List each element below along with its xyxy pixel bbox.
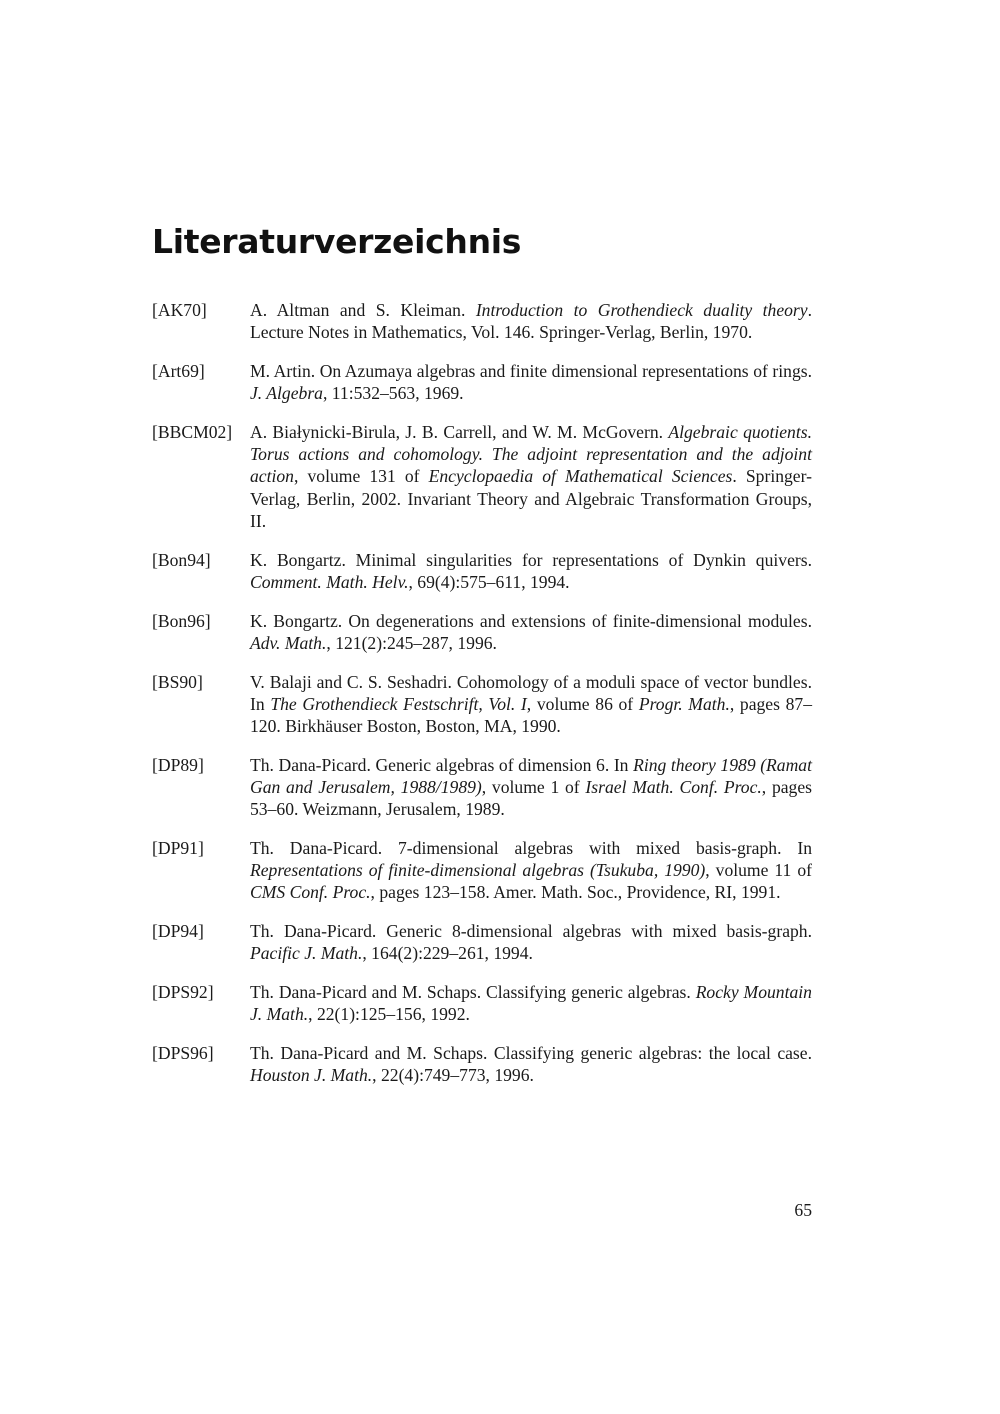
reference-title-italic: Houston J. Math. <box>250 1065 373 1086</box>
reference-text-segment: K. Bongartz. On degenerations and extensions of finite-dimensional modules. <box>250 610 812 631</box>
reference-entry <box>152 754 812 821</box>
reference-text-segment: , 69(4):575–611, 1994. <box>408 571 570 592</box>
reference-text <box>250 837 812 904</box>
reference-text-segment: , 22(4):749–773, 1996. <box>372 1065 534 1086</box>
reference-text <box>250 421 812 532</box>
reference-text <box>250 549 812 593</box>
bibliography-list <box>152 299 812 1103</box>
reference-text-segment: , pages 87–120. Birkhäuser Boston, Boston, MA, 1990. <box>250 693 812 737</box>
reference-entry <box>152 549 812 593</box>
reference-key: [DP89] <box>152 754 204 775</box>
reference-text-segment: , pages 53–60. Weizmann, Jerusalem, 1989. <box>250 777 813 820</box>
reference-key: [Bon96] <box>152 610 211 631</box>
reference-entry <box>152 1042 812 1086</box>
reference-text-segment: , pages 123–158. Amer. Math. Soc., Providence, RI, 1991. <box>370 882 781 903</box>
reference-text-segment: A. Altman and S. Kleiman. <box>250 300 476 320</box>
reference-text-segment: K. Bongartz. Minimal singularities for representations of Dynkin quivers. <box>250 549 812 570</box>
reference-text-segment: Th. Dana-Picard and M. Schaps. Classifying generic algebras: the local case. <box>250 1043 812 1064</box>
reference-title-italic: Encyclopaedia of Mathematical Sciences <box>428 466 733 487</box>
page-title: Literaturverzeichnis <box>152 222 522 261</box>
reference-key: [Art69] <box>152 361 205 381</box>
reference-title-italic: Rocky Mountain J. Math. <box>250 982 812 1025</box>
reference-key: [Bon94] <box>152 549 211 570</box>
reference-title-italic: Adv. Math. <box>250 632 327 653</box>
reference-text-segment: Th. Dana-Picard. 7-dimensional algebras with mixed basis-graph. In <box>250 838 812 859</box>
reference-text <box>250 981 812 1025</box>
reference-key: [DP94] <box>152 921 204 942</box>
reference-text-segment: Th. Dana-Picard. Generic algebras of dimension 6. In <box>250 754 634 775</box>
reference-entry <box>152 610 812 654</box>
reference-title-italic: CMS Conf. Proc. <box>250 882 371 903</box>
reference-entry <box>152 360 812 404</box>
reference-text-segment: , volume 86 of <box>526 693 639 714</box>
reference-title-italic: Ring theory 1989 (Ramat Gan and Jerusalem, 1988/1989) <box>250 754 812 798</box>
reference-entry <box>152 920 812 964</box>
reference-key: [DP91] <box>152 838 204 859</box>
reference-key: [DPS96] <box>152 1043 214 1064</box>
reference-text-segment: , 11:532–563, 1969. <box>322 383 464 404</box>
reference-title-italic: Pacific J. Math. <box>250 943 363 964</box>
reference-text-segment: Th. Dana-Picard. Generic 8-dimensional algebras with mixed basis-graph. <box>250 921 812 942</box>
reference-text <box>250 920 812 964</box>
reference-text-segment: V. Balaji and C. S. Seshadri. Cohomology of a moduli space of vector bundles. In <box>250 671 812 714</box>
reference-key: [BS90] <box>152 671 203 692</box>
reference-title-italic: Progr. Math. <box>638 693 730 714</box>
reference-title-italic: Algebraic quotients. Torus actions and cohomology. The adjoint representation and the adjoint action <box>250 422 812 487</box>
reference-text-segment: Th. Dana-Picard and M. Schaps. Classifying generic algebras. <box>250 982 696 1003</box>
reference-text-segment: . Lecture Notes in Mathematics, Vol. 146. Springer-Verlag, Berlin, 1970. <box>250 300 812 343</box>
reference-text <box>250 360 812 404</box>
reference-text-segment: , 164(2):229–261, 1994. <box>362 943 533 964</box>
page-number: 65 <box>794 1200 812 1220</box>
reference-text-segment: , volume 11 of <box>705 860 812 881</box>
reference-key: [AK70] <box>152 300 207 320</box>
reference-text-segment: A. Białynicki-Birula, J. B. Carrell, and W. M. McGovern. <box>250 422 669 442</box>
reference-text <box>250 299 812 343</box>
reference-title-italic: J. Algebra <box>250 383 323 404</box>
reference-text-segment: M. Artin. On Azumaya algebras and finite dimensional representations of rings. <box>250 361 812 381</box>
reference-text-segment: . Springer-Verlag, Berlin, 2002. Invariant Theory and Algebraic Transformation Groups, II. <box>250 466 812 531</box>
reference-entry <box>152 421 812 532</box>
reference-title-italic: Representations of finite-dimensional algebras (Tsukuba, 1990) <box>250 860 706 881</box>
reference-text-segment: , volume 1 of <box>481 777 586 798</box>
reference-title-italic: Israel Math. Conf. Proc. <box>585 777 762 798</box>
reference-title-italic: Introduction to Grothendieck duality theory <box>475 300 808 320</box>
reference-title-italic: The Grothendieck Festschrift, Vol. I <box>270 693 527 714</box>
reference-entry <box>152 299 812 343</box>
reference-text <box>250 671 812 738</box>
reference-text-segment: , 22(1):125–156, 1992. <box>308 1004 470 1025</box>
reference-entry <box>152 837 812 904</box>
reference-key: [DPS92] <box>152 982 214 1003</box>
reference-text <box>250 610 812 654</box>
reference-entry <box>152 981 812 1025</box>
reference-title-italic: Comment. Math. Helv. <box>250 571 409 592</box>
reference-text-segment: , 121(2):245–287, 1996. <box>326 632 497 653</box>
reference-text-segment: , volume 131 of <box>293 466 429 487</box>
reference-key: [BBCM02] <box>152 422 233 442</box>
reference-text <box>250 1042 812 1086</box>
reference-entry <box>152 671 812 738</box>
reference-text <box>250 754 812 821</box>
